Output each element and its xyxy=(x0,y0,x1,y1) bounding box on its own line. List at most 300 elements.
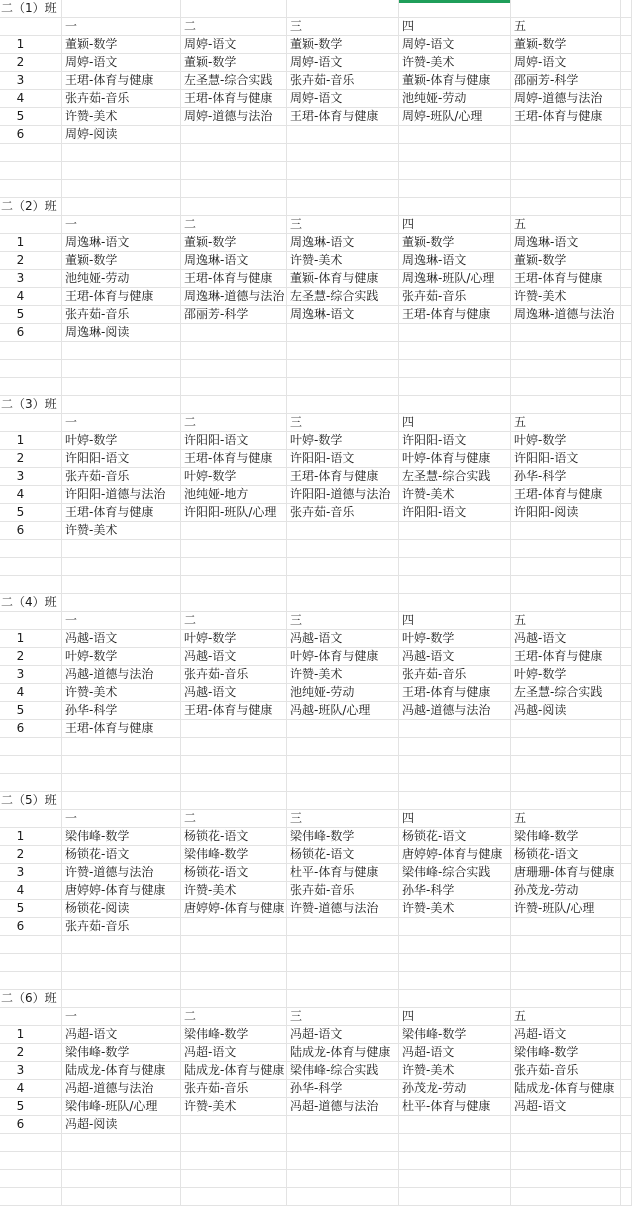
empty-cell[interactable] xyxy=(621,972,632,990)
period-number[interactable]: 2 xyxy=(0,54,62,72)
day-header-cell[interactable]: 三 xyxy=(287,216,399,234)
empty-cell[interactable] xyxy=(399,342,511,360)
schedule-cell[interactable]: 周逸琳-道德与法治 xyxy=(181,288,287,306)
schedule-cell[interactable]: 许阳阳-道德与法治 xyxy=(287,486,399,504)
schedule-cell[interactable]: 张卉茹-音乐 xyxy=(62,468,181,486)
empty-cell[interactable] xyxy=(621,162,632,180)
schedule-cell[interactable]: 王珺-体育与健康 xyxy=(62,504,181,522)
period-number[interactable]: 6 xyxy=(0,522,62,540)
empty-cell[interactable] xyxy=(287,162,399,180)
day-header-cell[interactable]: 二 xyxy=(181,18,287,36)
empty-cell[interactable] xyxy=(0,1188,62,1206)
period-number[interactable]: 1 xyxy=(0,234,62,252)
empty-cell[interactable] xyxy=(511,180,621,198)
empty-cell[interactable] xyxy=(181,990,287,1008)
empty-cell[interactable] xyxy=(621,594,632,612)
empty-cell[interactable] xyxy=(621,396,632,414)
schedule-cell[interactable]: 梁伟峰-数学 xyxy=(287,828,399,846)
schedule-cell[interactable]: 许阳阳-道德与法治 xyxy=(62,486,181,504)
period-number[interactable]: 1 xyxy=(0,1026,62,1044)
schedule-cell[interactable]: 许阳阳-语文 xyxy=(62,450,181,468)
day-header-cell[interactable]: 一 xyxy=(62,216,181,234)
schedule-cell[interactable]: 叶婷-数学 xyxy=(511,666,621,684)
day-header-cell[interactable]: 二 xyxy=(181,810,287,828)
empty-cell[interactable] xyxy=(621,486,632,504)
schedule-cell[interactable]: 许赞-班队/心理 xyxy=(511,900,621,918)
empty-cell[interactable] xyxy=(621,180,632,198)
schedule-cell[interactable]: 周逸琳-语文 xyxy=(511,234,621,252)
schedule-cell[interactable] xyxy=(287,324,399,342)
empty-cell[interactable] xyxy=(181,144,287,162)
day-header-cell[interactable]: 五 xyxy=(511,18,621,36)
schedule-cell[interactable]: 张卉茹-音乐 xyxy=(287,504,399,522)
schedule-cell[interactable]: 周逸琳-班队/心理 xyxy=(399,270,511,288)
empty-cell[interactable] xyxy=(621,1044,632,1062)
empty-cell[interactable] xyxy=(621,522,632,540)
period-number[interactable]: 3 xyxy=(0,72,62,90)
empty-cell[interactable] xyxy=(621,576,632,594)
schedule-cell[interactable]: 许赞-美术 xyxy=(62,684,181,702)
empty-cell[interactable] xyxy=(287,756,399,774)
day-header-cell[interactable]: 五 xyxy=(511,612,621,630)
empty-cell[interactable] xyxy=(62,540,181,558)
empty-cell[interactable] xyxy=(181,756,287,774)
empty-cell[interactable] xyxy=(0,1170,62,1188)
schedule-cell[interactable]: 叶婷-数学 xyxy=(181,468,287,486)
schedule-cell[interactable] xyxy=(287,126,399,144)
empty-cell[interactable] xyxy=(181,342,287,360)
day-header-cell[interactable]: 一 xyxy=(62,18,181,36)
empty-cell[interactable] xyxy=(181,162,287,180)
empty-cell[interactable] xyxy=(621,1188,632,1206)
schedule-cell[interactable]: 冯超-语文 xyxy=(511,1026,621,1044)
schedule-cell[interactable]: 周逸琳-语文 xyxy=(62,234,181,252)
empty-cell[interactable] xyxy=(399,360,511,378)
empty-cell[interactable] xyxy=(621,846,632,864)
period-number[interactable]: 4 xyxy=(0,90,62,108)
empty-cell[interactable] xyxy=(0,774,62,792)
period-number[interactable]: 3 xyxy=(0,666,62,684)
schedule-cell[interactable] xyxy=(181,126,287,144)
schedule-cell[interactable]: 周婷-阅读 xyxy=(62,126,181,144)
empty-cell[interactable] xyxy=(621,810,632,828)
empty-cell[interactable] xyxy=(0,378,62,396)
schedule-cell[interactable]: 王珺-体育与健康 xyxy=(62,72,181,90)
empty-cell[interactable] xyxy=(181,1188,287,1206)
empty-cell[interactable] xyxy=(287,198,399,216)
empty-cell[interactable] xyxy=(399,594,511,612)
schedule-cell[interactable]: 左圣慧-综合实践 xyxy=(511,684,621,702)
schedule-cell[interactable]: 董颖-数学 xyxy=(181,234,287,252)
day-header-cell[interactable]: 一 xyxy=(62,1008,181,1026)
empty-cell[interactable] xyxy=(399,162,511,180)
schedule-cell[interactable]: 冯超-语文 xyxy=(399,1044,511,1062)
schedule-cell[interactable]: 许阳阳-语文 xyxy=(511,450,621,468)
empty-cell[interactable] xyxy=(621,1116,632,1134)
schedule-cell[interactable]: 杨锁花-语文 xyxy=(399,828,511,846)
empty-cell[interactable] xyxy=(62,360,181,378)
period-number[interactable]: 6 xyxy=(0,324,62,342)
empty-cell[interactable] xyxy=(399,1152,511,1170)
empty-cell[interactable] xyxy=(62,774,181,792)
empty-cell[interactable] xyxy=(181,558,287,576)
empty-cell[interactable] xyxy=(621,108,632,126)
schedule-cell[interactable]: 冯越-语文 xyxy=(287,630,399,648)
empty-cell[interactable] xyxy=(621,234,632,252)
empty-cell[interactable] xyxy=(511,954,621,972)
schedule-cell[interactable] xyxy=(511,126,621,144)
empty-cell[interactable] xyxy=(181,360,287,378)
schedule-cell[interactable] xyxy=(399,522,511,540)
schedule-cell[interactable] xyxy=(287,1116,399,1134)
schedule-cell[interactable]: 张卉茹-音乐 xyxy=(287,72,399,90)
empty-cell[interactable] xyxy=(399,936,511,954)
empty-cell[interactable] xyxy=(287,180,399,198)
schedule-cell[interactable]: 孙茂龙-劳动 xyxy=(511,882,621,900)
empty-cell[interactable] xyxy=(0,612,62,630)
period-number[interactable]: 5 xyxy=(0,1098,62,1116)
day-header-cell[interactable]: 一 xyxy=(62,810,181,828)
schedule-cell[interactable]: 叶婷-数学 xyxy=(287,432,399,450)
schedule-cell[interactable]: 叶婷-体育与健康 xyxy=(399,450,511,468)
schedule-cell[interactable]: 许赞-道德与法治 xyxy=(287,900,399,918)
schedule-cell[interactable]: 董颖-数学 xyxy=(511,252,621,270)
day-header-cell[interactable]: 四 xyxy=(399,414,511,432)
day-header-cell[interactable]: 四 xyxy=(399,1008,511,1026)
empty-cell[interactable] xyxy=(287,540,399,558)
day-header-cell[interactable]: 五 xyxy=(511,216,621,234)
class-title[interactable]: 二（1）班 xyxy=(0,0,62,18)
schedule-cell[interactable]: 王珺-体育与健康 xyxy=(511,648,621,666)
empty-cell[interactable] xyxy=(287,774,399,792)
class-title[interactable]: 二（5）班 xyxy=(0,792,62,810)
period-number[interactable]: 6 xyxy=(0,720,62,738)
empty-cell[interactable] xyxy=(287,558,399,576)
empty-cell[interactable] xyxy=(621,540,632,558)
empty-cell[interactable] xyxy=(621,792,632,810)
schedule-cell[interactable] xyxy=(181,720,287,738)
schedule-cell[interactable]: 冯越-语文 xyxy=(181,684,287,702)
schedule-cell[interactable]: 王珺-体育与健康 xyxy=(181,450,287,468)
schedule-cell[interactable]: 董颖-数学 xyxy=(62,252,181,270)
schedule-cell[interactable]: 张卉茹-音乐 xyxy=(181,666,287,684)
empty-cell[interactable] xyxy=(511,972,621,990)
class-title[interactable]: 二（3）班 xyxy=(0,396,62,414)
schedule-cell[interactable]: 孙茂龙-劳动 xyxy=(399,1080,511,1098)
empty-cell[interactable] xyxy=(62,198,181,216)
day-header-cell[interactable]: 二 xyxy=(181,1008,287,1026)
empty-cell[interactable] xyxy=(62,144,181,162)
schedule-cell[interactable]: 梁伟峰-数学 xyxy=(511,1044,621,1062)
period-number[interactable]: 4 xyxy=(0,288,62,306)
schedule-cell[interactable]: 邵丽芳-科学 xyxy=(181,306,287,324)
empty-cell[interactable] xyxy=(0,414,62,432)
schedule-cell[interactable]: 董颖-数学 xyxy=(62,36,181,54)
period-number[interactable]: 1 xyxy=(0,828,62,846)
empty-cell[interactable] xyxy=(621,324,632,342)
empty-cell[interactable] xyxy=(621,54,632,72)
empty-cell[interactable] xyxy=(287,576,399,594)
empty-cell[interactable] xyxy=(0,540,62,558)
empty-cell[interactable] xyxy=(0,1008,62,1026)
empty-cell[interactable] xyxy=(621,756,632,774)
empty-cell[interactable] xyxy=(62,1152,181,1170)
schedule-cell[interactable]: 左圣慧-综合实践 xyxy=(181,72,287,90)
empty-cell[interactable] xyxy=(621,360,632,378)
schedule-cell[interactable]: 许赞-美术 xyxy=(62,522,181,540)
empty-cell[interactable] xyxy=(621,198,632,216)
schedule-cell[interactable] xyxy=(181,918,287,936)
empty-cell[interactable] xyxy=(181,954,287,972)
empty-cell[interactable] xyxy=(621,1026,632,1044)
empty-cell[interactable] xyxy=(511,756,621,774)
empty-cell[interactable] xyxy=(181,1170,287,1188)
empty-cell[interactable] xyxy=(62,1188,181,1206)
empty-cell[interactable] xyxy=(621,558,632,576)
empty-cell[interactable] xyxy=(511,936,621,954)
day-header-cell[interactable]: 三 xyxy=(287,18,399,36)
empty-cell[interactable] xyxy=(399,540,511,558)
empty-cell[interactable] xyxy=(62,936,181,954)
schedule-cell[interactable]: 王珺-体育与健康 xyxy=(62,288,181,306)
schedule-cell[interactable]: 池纯娅-劳动 xyxy=(62,270,181,288)
period-number[interactable]: 1 xyxy=(0,432,62,450)
period-number[interactable]: 1 xyxy=(0,630,62,648)
empty-cell[interactable] xyxy=(621,1062,632,1080)
schedule-cell[interactable]: 周婷-语文 xyxy=(511,54,621,72)
empty-cell[interactable] xyxy=(621,432,632,450)
schedule-cell[interactable] xyxy=(181,522,287,540)
schedule-cell[interactable]: 冯超-道德与法治 xyxy=(287,1098,399,1116)
schedule-cell[interactable]: 孙华-科学 xyxy=(399,882,511,900)
schedule-cell[interactable] xyxy=(511,720,621,738)
schedule-cell[interactable]: 冯超-语文 xyxy=(181,1044,287,1062)
schedule-cell[interactable]: 许阳阳-语文 xyxy=(287,450,399,468)
empty-cell[interactable] xyxy=(621,936,632,954)
schedule-cell[interactable]: 许赞-美术 xyxy=(181,1098,287,1116)
empty-cell[interactable] xyxy=(181,738,287,756)
schedule-cell[interactable]: 杨锁花-语文 xyxy=(62,846,181,864)
schedule-cell[interactable]: 叶婷-数学 xyxy=(62,432,181,450)
schedule-cell[interactable]: 左圣慧-综合实践 xyxy=(399,468,511,486)
empty-cell[interactable] xyxy=(62,1170,181,1188)
schedule-cell[interactable]: 许赞-美术 xyxy=(511,288,621,306)
schedule-cell[interactable] xyxy=(287,720,399,738)
empty-cell[interactable] xyxy=(181,936,287,954)
period-number[interactable]: 6 xyxy=(0,1116,62,1134)
schedule-cell[interactable]: 许阳阳-班队/心理 xyxy=(181,504,287,522)
schedule-cell[interactable]: 冯超-语文 xyxy=(511,1098,621,1116)
schedule-cell[interactable]: 董颖-数学 xyxy=(287,36,399,54)
empty-cell[interactable] xyxy=(62,1134,181,1152)
schedule-cell[interactable]: 陆成龙-体育与健康 xyxy=(62,1062,181,1080)
empty-cell[interactable] xyxy=(0,180,62,198)
schedule-cell[interactable]: 许赞-美术 xyxy=(399,486,511,504)
schedule-cell[interactable]: 杜平-体育与健康 xyxy=(287,864,399,882)
schedule-cell[interactable] xyxy=(399,918,511,936)
empty-cell[interactable] xyxy=(287,792,399,810)
empty-cell[interactable] xyxy=(621,378,632,396)
period-number[interactable]: 5 xyxy=(0,108,62,126)
schedule-cell[interactable]: 许阳阳-语文 xyxy=(399,432,511,450)
empty-cell[interactable] xyxy=(621,414,632,432)
empty-cell[interactable] xyxy=(62,738,181,756)
empty-cell[interactable] xyxy=(621,450,632,468)
schedule-cell[interactable]: 邵丽芳-科学 xyxy=(511,72,621,90)
empty-cell[interactable] xyxy=(181,0,287,18)
day-header-cell[interactable]: 三 xyxy=(287,1008,399,1026)
empty-cell[interactable] xyxy=(399,972,511,990)
schedule-cell[interactable]: 叶婷-体育与健康 xyxy=(287,648,399,666)
empty-cell[interactable] xyxy=(0,810,62,828)
period-number[interactable]: 3 xyxy=(0,864,62,882)
day-header-cell[interactable]: 五 xyxy=(511,1008,621,1026)
schedule-cell[interactable]: 许阳阳-语文 xyxy=(399,504,511,522)
empty-cell[interactable] xyxy=(399,1170,511,1188)
schedule-cell[interactable]: 梁伟峰-综合实践 xyxy=(399,864,511,882)
empty-cell[interactable] xyxy=(511,1170,621,1188)
day-header-cell[interactable]: 三 xyxy=(287,414,399,432)
day-header-cell[interactable]: 二 xyxy=(181,414,287,432)
class-title[interactable]: 二（2）班 xyxy=(0,198,62,216)
schedule-cell[interactable]: 周逸琳-语文 xyxy=(181,252,287,270)
empty-cell[interactable] xyxy=(62,396,181,414)
day-header-cell[interactable]: 四 xyxy=(399,18,511,36)
empty-cell[interactable] xyxy=(621,252,632,270)
schedule-cell[interactable] xyxy=(511,1116,621,1134)
schedule-cell[interactable]: 王珺-体育与健康 xyxy=(181,702,287,720)
empty-cell[interactable] xyxy=(0,936,62,954)
period-number[interactable]: 4 xyxy=(0,486,62,504)
schedule-cell[interactable]: 冯越-阅读 xyxy=(511,702,621,720)
empty-cell[interactable] xyxy=(621,720,632,738)
day-header-cell[interactable]: 一 xyxy=(62,414,181,432)
day-header-cell[interactable]: 四 xyxy=(399,810,511,828)
empty-cell[interactable] xyxy=(621,270,632,288)
empty-cell[interactable] xyxy=(621,1152,632,1170)
schedule-cell[interactable]: 张卉茹-音乐 xyxy=(287,882,399,900)
empty-cell[interactable] xyxy=(287,594,399,612)
schedule-cell[interactable]: 许赞-美术 xyxy=(287,666,399,684)
schedule-cell[interactable] xyxy=(511,522,621,540)
schedule-cell[interactable]: 许赞-美术 xyxy=(287,252,399,270)
empty-cell[interactable] xyxy=(181,792,287,810)
schedule-cell[interactable]: 张卉茹-音乐 xyxy=(511,1062,621,1080)
empty-cell[interactable] xyxy=(511,0,621,18)
schedule-cell[interactable]: 梁伟峰-数学 xyxy=(62,1044,181,1062)
schedule-cell[interactable]: 许赞-美术 xyxy=(399,54,511,72)
empty-cell[interactable] xyxy=(0,360,62,378)
empty-cell[interactable] xyxy=(62,162,181,180)
empty-cell[interactable] xyxy=(287,1170,399,1188)
schedule-cell[interactable]: 唐珊珊-体育与健康 xyxy=(511,864,621,882)
schedule-cell[interactable]: 张卉茹-音乐 xyxy=(399,288,511,306)
empty-cell[interactable] xyxy=(621,990,632,1008)
empty-cell[interactable] xyxy=(181,540,287,558)
empty-cell[interactable] xyxy=(621,738,632,756)
schedule-cell[interactable]: 孙华-科学 xyxy=(62,702,181,720)
schedule-cell[interactable]: 王珺-体育与健康 xyxy=(287,108,399,126)
empty-cell[interactable] xyxy=(399,990,511,1008)
schedule-cell[interactable]: 梁伟峰-数学 xyxy=(511,828,621,846)
empty-cell[interactable] xyxy=(399,396,511,414)
schedule-cell[interactable]: 唐婷婷-体育与健康 xyxy=(181,900,287,918)
schedule-cell[interactable]: 叶婷-数学 xyxy=(62,648,181,666)
schedule-cell[interactable]: 王珺-体育与健康 xyxy=(181,270,287,288)
empty-cell[interactable] xyxy=(287,738,399,756)
empty-cell[interactable] xyxy=(399,558,511,576)
empty-cell[interactable] xyxy=(62,756,181,774)
empty-cell[interactable] xyxy=(181,972,287,990)
empty-cell[interactable] xyxy=(0,162,62,180)
empty-cell[interactable] xyxy=(511,162,621,180)
empty-cell[interactable] xyxy=(511,594,621,612)
schedule-cell[interactable]: 左圣慧-综合实践 xyxy=(287,288,399,306)
period-number[interactable]: 1 xyxy=(0,36,62,54)
empty-cell[interactable] xyxy=(181,774,287,792)
empty-cell[interactable] xyxy=(621,468,632,486)
empty-cell[interactable] xyxy=(511,198,621,216)
empty-cell[interactable] xyxy=(287,972,399,990)
empty-cell[interactable] xyxy=(621,1170,632,1188)
schedule-cell[interactable]: 叶婷-数学 xyxy=(399,630,511,648)
empty-cell[interactable] xyxy=(621,702,632,720)
day-header-cell[interactable]: 五 xyxy=(511,414,621,432)
empty-cell[interactable] xyxy=(621,126,632,144)
empty-cell[interactable] xyxy=(287,1152,399,1170)
day-header-cell[interactable]: 一 xyxy=(62,612,181,630)
schedule-cell[interactable]: 梁伟峰-数学 xyxy=(181,846,287,864)
empty-cell[interactable] xyxy=(621,90,632,108)
schedule-cell[interactable] xyxy=(511,324,621,342)
schedule-cell[interactable]: 杨锁花-阅读 xyxy=(62,900,181,918)
schedule-cell[interactable]: 董颖-体育与健康 xyxy=(287,270,399,288)
schedule-cell[interactable]: 唐婷婷-体育与健康 xyxy=(62,882,181,900)
period-number[interactable]: 5 xyxy=(0,900,62,918)
empty-cell[interactable] xyxy=(62,954,181,972)
schedule-cell[interactable]: 冯超-语文 xyxy=(287,1026,399,1044)
empty-cell[interactable] xyxy=(287,378,399,396)
empty-cell[interactable] xyxy=(621,900,632,918)
empty-cell[interactable] xyxy=(621,1098,632,1116)
class-title[interactable]: 二（6）班 xyxy=(0,990,62,1008)
empty-cell[interactable] xyxy=(511,792,621,810)
empty-cell[interactable] xyxy=(621,36,632,54)
period-number[interactable]: 6 xyxy=(0,918,62,936)
empty-cell[interactable] xyxy=(62,990,181,1008)
schedule-cell[interactable]: 孙华-科学 xyxy=(287,1080,399,1098)
schedule-cell[interactable]: 董颖-数学 xyxy=(511,36,621,54)
schedule-cell[interactable]: 王珺-体育与健康 xyxy=(511,270,621,288)
empty-cell[interactable] xyxy=(621,828,632,846)
empty-cell[interactable] xyxy=(621,0,632,18)
empty-cell[interactable] xyxy=(0,216,62,234)
schedule-cell[interactable]: 周婷-道德与法治 xyxy=(511,90,621,108)
schedule-cell[interactable]: 唐婷婷-体育与健康 xyxy=(399,846,511,864)
schedule-cell[interactable]: 王珺-体育与健康 xyxy=(511,108,621,126)
schedule-cell[interactable]: 张卉茹-音乐 xyxy=(62,90,181,108)
schedule-cell[interactable] xyxy=(399,1116,511,1134)
period-number[interactable]: 4 xyxy=(0,1080,62,1098)
empty-cell[interactable] xyxy=(511,396,621,414)
empty-cell[interactable] xyxy=(0,738,62,756)
empty-cell[interactable] xyxy=(621,72,632,90)
empty-cell[interactable] xyxy=(181,1152,287,1170)
schedule-cell[interactable]: 池纯娅-地方 xyxy=(181,486,287,504)
schedule-cell[interactable]: 池纯娅-劳动 xyxy=(287,684,399,702)
period-number[interactable]: 3 xyxy=(0,1062,62,1080)
empty-cell[interactable] xyxy=(287,990,399,1008)
